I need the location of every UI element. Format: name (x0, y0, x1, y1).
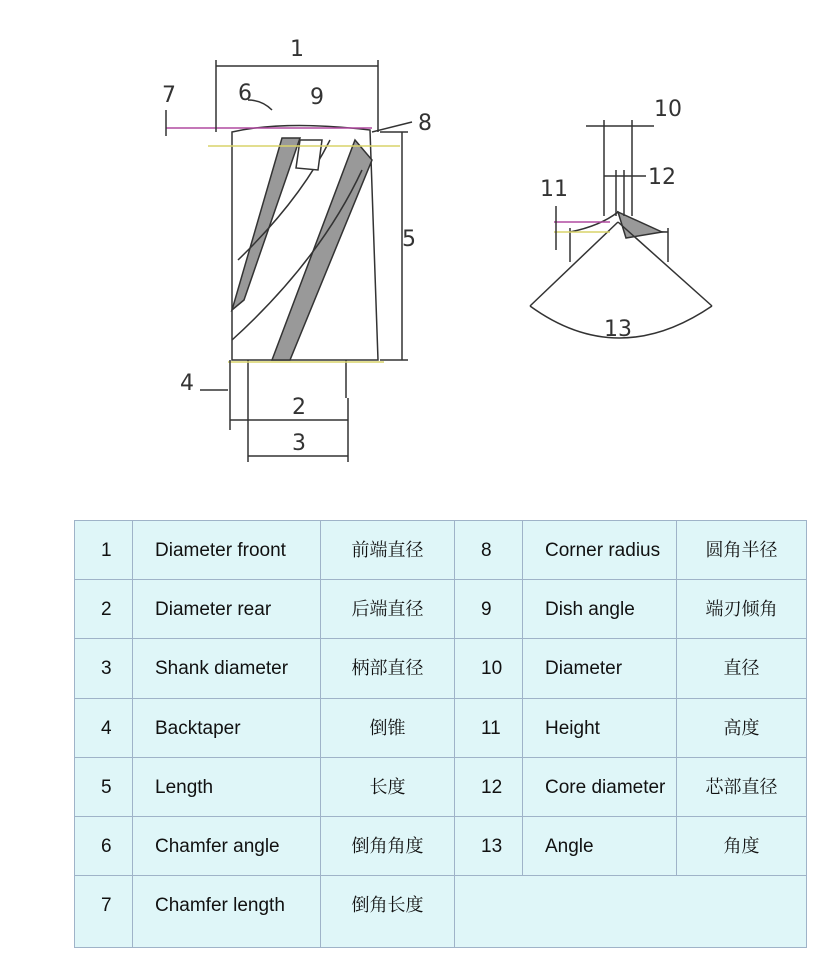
label-12: 12 (648, 165, 676, 190)
drill-side-view (166, 60, 412, 462)
row-number: 6 (75, 816, 133, 875)
row-number: 13 (455, 816, 523, 875)
label-10: 10 (654, 97, 682, 122)
row-name-en: Backtaper (133, 698, 321, 757)
row-number: 12 (455, 757, 523, 816)
row-name-zh: 圆角半径 (677, 521, 807, 580)
label-3: 3 (292, 431, 306, 456)
row-name-zh: 端刃倾角 (677, 580, 807, 639)
label-6: 6 (238, 81, 252, 106)
label-11: 11 (540, 177, 568, 202)
row-name-zh: 长度 (321, 757, 455, 816)
label-9: 9 (310, 85, 324, 110)
table-row (75, 639, 807, 698)
empty-cell (455, 876, 807, 948)
row-name-en: Core diameter (523, 757, 677, 816)
row-name-zh: 倒角长度 (321, 876, 455, 948)
row-name-en: Length (133, 757, 321, 816)
label-1: 1 (290, 37, 304, 62)
row-number: 1 (75, 521, 133, 580)
table-row (75, 816, 807, 875)
row-name-zh: 后端直径 (321, 580, 455, 639)
row-number: 3 (75, 639, 133, 698)
row-name-zh: 柄部直径 (321, 639, 455, 698)
label-7: 7 (162, 83, 176, 108)
row-name-zh: 高度 (677, 698, 807, 757)
label-2: 2 (292, 395, 306, 420)
row-name-zh: 倒锥 (321, 698, 455, 757)
diagram-labels (162, 37, 682, 456)
row-name-en: Diameter rear (133, 580, 321, 639)
row-name-en: Dish angle (523, 580, 677, 639)
cutting-notch (296, 140, 322, 170)
drill-tip-view (530, 120, 712, 338)
row-name-en: Shank diameter (133, 639, 321, 698)
spec-table (74, 520, 807, 948)
flute-1 (232, 138, 300, 310)
shank (248, 360, 346, 398)
row-name-zh: 直径 (677, 639, 807, 698)
label-5: 5 (402, 227, 416, 252)
table-row (75, 521, 807, 580)
row-name-en: Angle (523, 816, 677, 875)
row-name-zh: 倒角角度 (321, 816, 455, 875)
row-name-zh: 角度 (677, 816, 807, 875)
row-number: 8 (455, 521, 523, 580)
row-number: 2 (75, 580, 133, 639)
table-row (75, 757, 807, 816)
row-number: 9 (455, 580, 523, 639)
row-name-en: Corner radius (523, 521, 677, 580)
row-name-en: Diameter froont (133, 521, 321, 580)
row-name-en: Chamfer angle (133, 816, 321, 875)
row-name-en: Height (523, 698, 677, 757)
label-13: 13 (604, 317, 632, 342)
row-name-zh: 芯部直径 (677, 757, 807, 816)
label-4: 4 (180, 371, 194, 396)
row-number: 11 (455, 698, 523, 757)
row-number: 7 (75, 876, 133, 948)
table-row (75, 580, 807, 639)
row-number: 4 (75, 698, 133, 757)
table-row (75, 698, 807, 757)
row-name-zh: 前端直径 (321, 521, 455, 580)
label-8: 8 (418, 111, 432, 136)
row-name-en: Diameter (523, 639, 677, 698)
row-name-en: Chamfer length (133, 876, 321, 948)
table-row (75, 876, 807, 948)
row-number: 5 (75, 757, 133, 816)
row-number: 10 (455, 639, 523, 698)
